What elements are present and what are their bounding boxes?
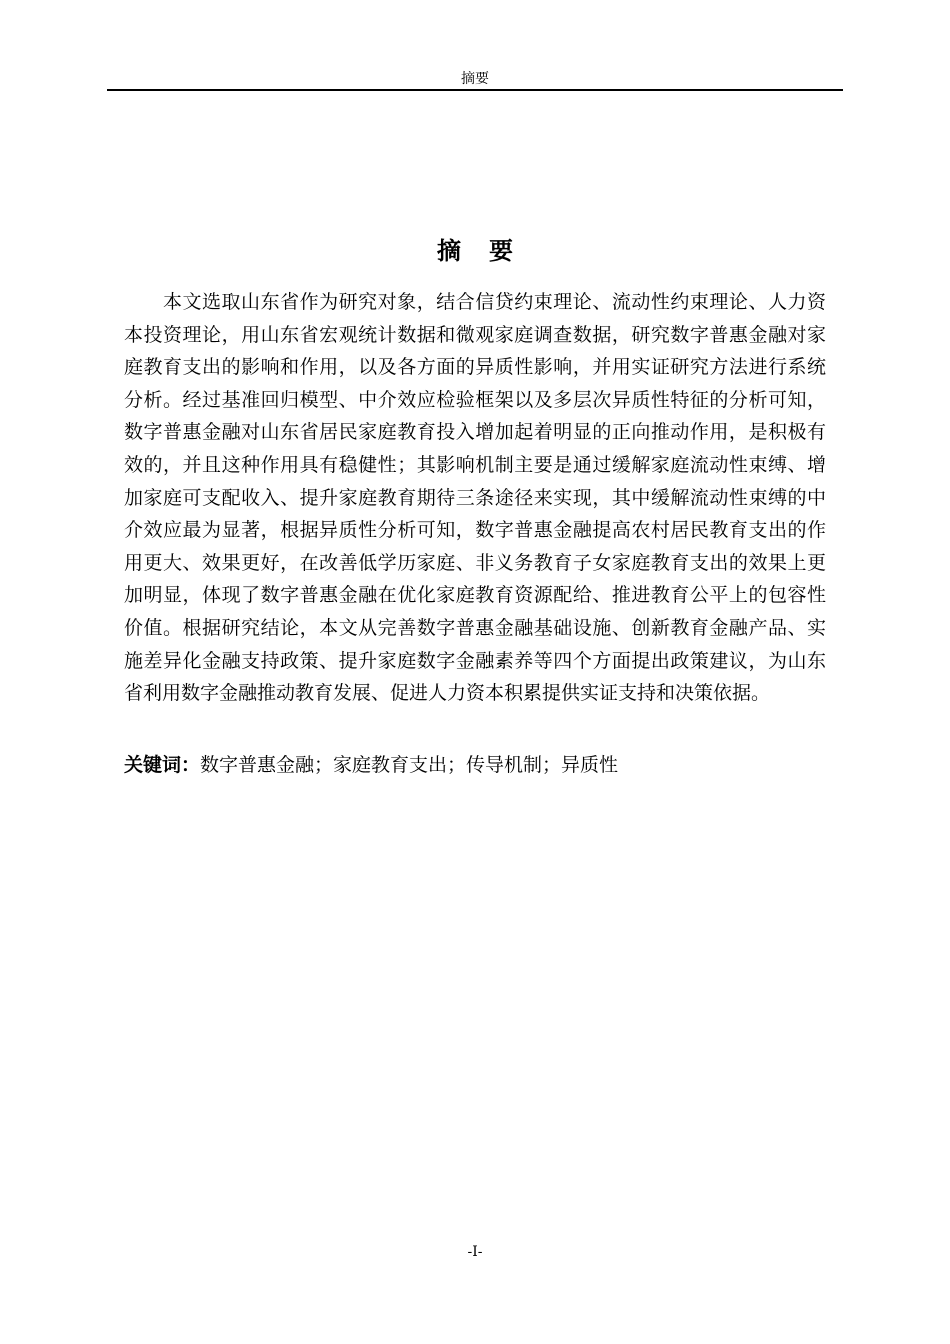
keywords-label: 关键词： — [124, 754, 201, 776]
page-number: -I- — [467, 1244, 483, 1260]
abstract-body: 本文选取山东省作为研究对象，结合信贷约束理论、流动性约束理论、人力资本投资理论，用山东省宏观统计数据和微观家庭调查数据，研究数字普惠金融对家庭教育支出的影响和作用，以及各方面的异质性影响，并用实证研究方法进行系统分析。经过基准回归模型、中介效应检验框架以及多层次异质性特征的分析可知，数字普惠金融对山东省居民家庭教育投入增加起着明显的正向推动作用，是积极有效的，并且这种作用具有稳健性；其影响机制主要是通过缓解家庭流动性束缚、增加家庭可支配收入、提升家庭教育期待三条途径来实现，其中缓解流动性束缚的中介效应最为显著，根据异质性分析可知，数字普惠金融提高农村居民教育支出的作用更大、效果更好，在改善低学历家庭、非义务教育子女家庭教育支出的效果上更加明显，体现了数字普惠金融在优化家庭教育资源配给、推进教育公平上的包容性价值。根据研究结论，本文从完善数字普惠金融基础设施、创新教育金融产品、实施差异化金融支持政策、提升家庭数字金融素养等四个方面提出政策建议，为山东省利用数字金融推动教育发展、促进人力资本积累提供实证支持和决策依据。 — [124, 291, 826, 705]
page-title: 摘要 — [437, 237, 541, 265]
keywords-items: 数字普惠金融；家庭教育支出；传导机制；异质性 — [200, 754, 619, 776]
header-rule — [107, 89, 843, 91]
running-header: 摘要 — [461, 71, 489, 87]
keywords-line — [124, 750, 826, 780]
